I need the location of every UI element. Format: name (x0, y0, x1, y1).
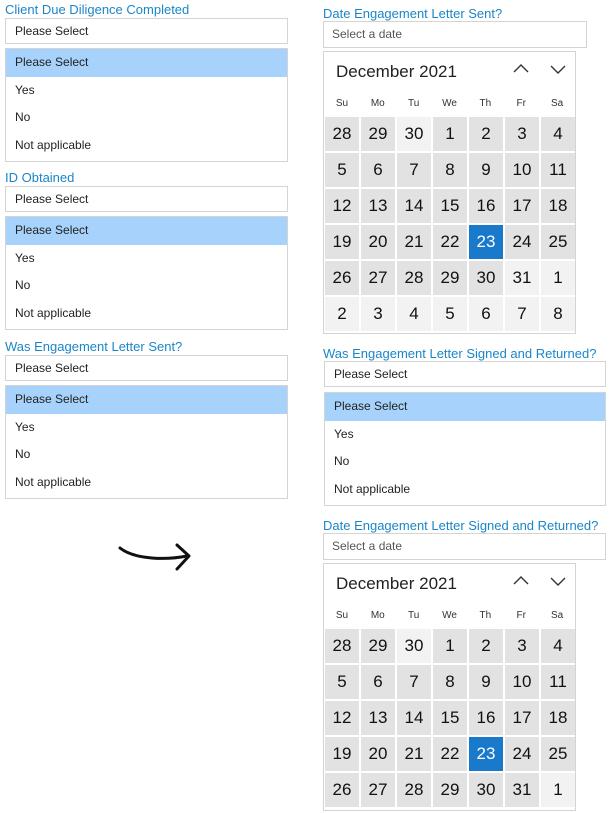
calendar-day[interactable]: 20 (361, 225, 395, 259)
chevron-up-icon[interactable] (512, 60, 530, 78)
weekday-label: Su (335, 609, 349, 621)
calendar-day[interactable]: 29 (361, 117, 395, 151)
calendar-day[interactable]: 22 (433, 225, 467, 259)
option-yes[interactable]: Yes (15, 82, 35, 97)
chevron-down-icon[interactable] (549, 572, 567, 590)
option-no[interactable]: No (15, 278, 31, 292)
calendar-day[interactable]: 15 (433, 189, 467, 223)
calendar-day[interactable]: 2 (469, 117, 503, 151)
calendar-day[interactable]: 22 (433, 737, 467, 771)
weekday-label: Su (335, 97, 349, 109)
calendar-day[interactable]: 17 (505, 701, 539, 735)
calendar-day[interactable]: 1 (433, 117, 467, 151)
option-please-select[interactable]: Please Select (6, 386, 287, 414)
chevron-down-icon[interactable] (549, 60, 567, 78)
calendar-day[interactable]: 16 (469, 189, 503, 223)
calendar-day[interactable]: 2 (325, 297, 359, 331)
calendar-month-title[interactable]: December 2021 (336, 574, 457, 593)
calendar-day[interactable]: 13 (361, 189, 395, 223)
weekday-label: Th (479, 97, 492, 109)
calendar-day[interactable]: 19 (325, 737, 359, 771)
option-no[interactable]: No (15, 447, 31, 461)
date-sent-label: Date Engagement Letter Sent? (323, 6, 503, 21)
calendar-day[interactable]: 28 (325, 117, 359, 151)
id-obtained-select[interactable]: Please Select (5, 186, 288, 212)
calendar-day[interactable]: 15 (433, 701, 467, 735)
calendar-day[interactable]: 4 (541, 629, 575, 663)
weekday-label: Sa (550, 97, 564, 109)
id-obtained-options (5, 216, 288, 330)
weekday-label: Mo (370, 609, 385, 621)
weekday-label: Sa (550, 609, 564, 621)
weekday-label: We (442, 97, 457, 109)
calendar-day[interactable]: 19 (325, 225, 359, 259)
chevron-up-icon[interactable] (512, 572, 530, 590)
calendar-day[interactable]: 29 (361, 629, 395, 663)
option-not-applicable[interactable]: Not applicable (15, 305, 92, 320)
engagement-letter-sent-options (5, 385, 288, 499)
signed-returned-label: Was Engagement Letter Signed and Returned? (323, 346, 597, 361)
calendar-day[interactable]: 4 (541, 117, 575, 151)
weekday-label: Tu (407, 609, 420, 621)
calendar-day[interactable]: 10 (505, 665, 539, 699)
option-not-applicable[interactable]: Not applicable (15, 474, 92, 489)
weekday-row (324, 602, 575, 628)
calendar-header (324, 52, 575, 90)
calendar-day[interactable]: 1 (541, 773, 575, 807)
calendar-day[interactable]: 31 (505, 773, 539, 807)
calendar-day-today[interactable]: 23 (469, 737, 503, 771)
calendar-day[interactable]: 9 (469, 153, 503, 187)
calendar-day[interactable]: 2 (469, 629, 503, 663)
weekday-label: Mo (370, 97, 385, 109)
calendar-day[interactable]: 11 (541, 153, 575, 187)
calendar-day[interactable]: 5 (325, 665, 359, 699)
calendar-day[interactable]: 3 (361, 297, 395, 331)
option-no[interactable]: No (15, 110, 31, 124)
calendar-day[interactable]: 18 (541, 701, 575, 735)
signed-returned-options (324, 392, 606, 506)
calendar-days (324, 116, 576, 332)
calendar-day[interactable]: 11 (541, 665, 575, 699)
calendar-day[interactable]: 21 (397, 737, 431, 771)
calendar-day[interactable]: 28 (397, 773, 431, 807)
calendar-day[interactable]: 7 (397, 665, 431, 699)
calendar-day[interactable]: 18 (541, 189, 575, 223)
calendar-day[interactable]: 16 (469, 701, 503, 735)
calendar-day[interactable]: 28 (397, 261, 431, 295)
weekday-label: Fr (516, 97, 526, 109)
option-not-applicable[interactable]: Not applicable (15, 137, 92, 152)
calendar-day[interactable]: 28 (325, 629, 359, 663)
calendar-day[interactable]: 24 (505, 737, 539, 771)
calendar-days (324, 628, 576, 808)
client-due-diligence-select[interactable]: Please Select (5, 18, 288, 44)
date-sent-input[interactable]: Select a date (323, 21, 587, 48)
option-yes[interactable]: Yes (15, 250, 35, 265)
calendar-day[interactable]: 12 (325, 189, 359, 223)
signed-returned-select[interactable]: Please Select (324, 361, 606, 387)
weekday-label: Fr (516, 609, 526, 621)
calendar-day[interactable]: 26 (325, 261, 359, 295)
calendar-day[interactable]: 24 (505, 225, 539, 259)
field-label: ID Obtained (5, 170, 75, 185)
calendar-day[interactable]: 27 (361, 261, 395, 295)
weekday-label: Tu (407, 97, 420, 109)
option-yes[interactable]: Yes (15, 419, 35, 434)
calendar-day[interactable]: 14 (397, 701, 431, 735)
calendar-day[interactable]: 30 (469, 773, 503, 807)
calendar-day[interactable]: 8 (433, 153, 467, 187)
option-not-applicable[interactable]: Not applicable (334, 481, 411, 496)
calendar-day[interactable]: 13 (361, 701, 395, 735)
calendar-day[interactable]: 30 (397, 117, 431, 151)
weekday-label: Th (479, 609, 492, 621)
calendar-day[interactable]: 6 (469, 297, 503, 331)
option-yes[interactable]: Yes (334, 426, 354, 441)
field-label: Client Due Diligence Completed (5, 2, 190, 17)
calendar-day[interactable]: 25 (541, 737, 575, 771)
calendar-day[interactable]: 26 (325, 773, 359, 807)
date-signed-label: Date Engagement Letter Signed and Returned? (323, 518, 599, 533)
calendar-day[interactable]: 3 (505, 117, 539, 151)
calendar-day[interactable]: 7 (397, 153, 431, 187)
calendar-day[interactable]: 8 (541, 297, 575, 331)
calendar-day[interactable]: 29 (433, 773, 467, 807)
weekday-label: We (442, 609, 457, 621)
curved-arrow-icon (117, 540, 193, 574)
calendar-day[interactable]: 20 (361, 737, 395, 771)
calendar-day[interactable]: 6 (361, 665, 395, 699)
client-due-diligence-options (5, 48, 288, 162)
calendar-day[interactable]: 12 (325, 701, 359, 735)
calendar-day-today[interactable]: 23 (469, 225, 503, 259)
calendar-month-title[interactable]: December 2021 (336, 62, 457, 81)
calendar-day[interactable]: 21 (397, 225, 431, 259)
option-please-select[interactable]: Please Select (325, 393, 605, 421)
engagement-letter-sent-select[interactable]: Please Select (5, 355, 288, 381)
calendar-day[interactable]: 10 (505, 153, 539, 187)
weekday-row (324, 90, 575, 116)
field-label: Was Engagement Letter Sent? (5, 339, 183, 354)
calendar-day[interactable]: 6 (361, 153, 395, 187)
calendar-day[interactable]: 5 (433, 297, 467, 331)
calendar-day[interactable]: 7 (505, 297, 539, 331)
calendar-day[interactable]: 27 (361, 773, 395, 807)
calendar-day[interactable]: 9 (469, 665, 503, 699)
calendar-day[interactable]: 30 (469, 261, 503, 295)
option-please-select[interactable]: Please Select (6, 49, 287, 77)
calendar-day[interactable]: 1 (433, 629, 467, 663)
calendar-day[interactable]: 8 (433, 665, 467, 699)
calendar-day[interactable]: 31 (505, 261, 539, 295)
date-signed-input[interactable]: Select a date (323, 533, 606, 560)
calendar-day[interactable]: 1 (541, 261, 575, 295)
option-no[interactable]: No (334, 454, 350, 468)
calendar-day[interactable]: 25 (541, 225, 575, 259)
calendar-day[interactable]: 4 (397, 297, 431, 331)
calendar-day[interactable]: 29 (433, 261, 467, 295)
calendar-day[interactable]: 17 (505, 189, 539, 223)
option-please-select[interactable]: Please Select (6, 217, 287, 245)
calendar-day[interactable]: 3 (505, 629, 539, 663)
date-signed-calendar (323, 563, 576, 811)
date-sent-calendar (323, 51, 576, 334)
calendar-day[interactable]: 5 (325, 153, 359, 187)
calendar-header (324, 564, 575, 602)
calendar-day[interactable]: 14 (397, 189, 431, 223)
calendar-day[interactable]: 30 (397, 629, 431, 663)
